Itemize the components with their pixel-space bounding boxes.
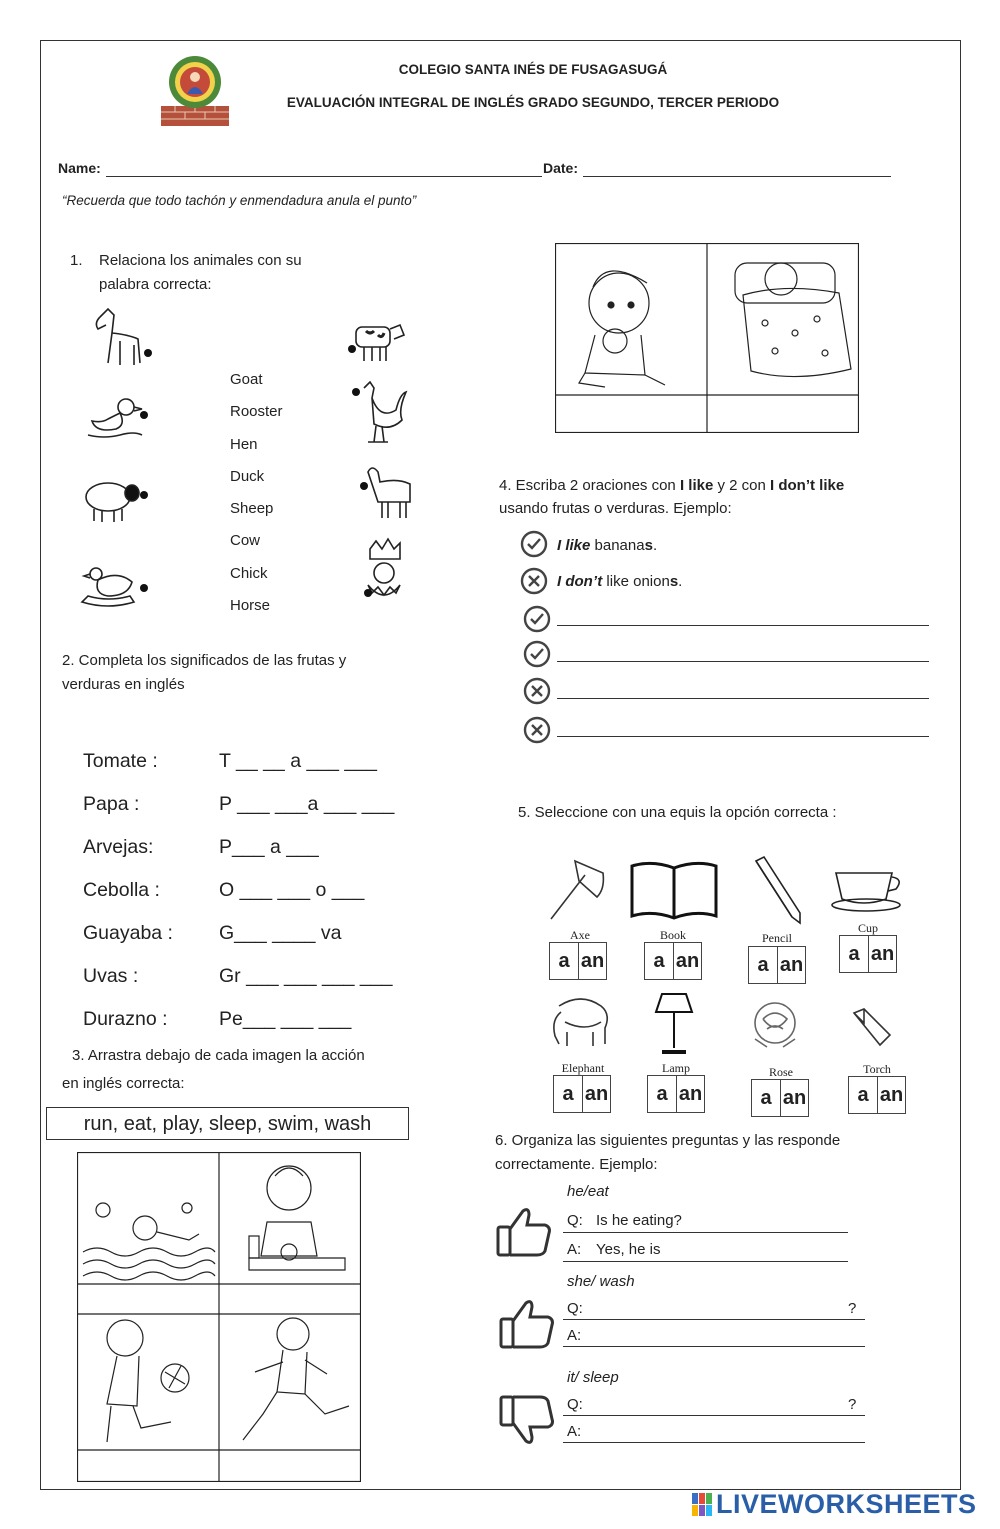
- label-axe: Axe: [570, 928, 590, 942]
- label-tomate: Tomate :: [83, 750, 158, 772]
- label-elephant: Elephant: [561, 1061, 605, 1075]
- dont-like-sentence-1[interactable]: [557, 677, 929, 699]
- word-cow: Cow: [230, 532, 261, 550]
- q1-a-text: Yes, he is: [596, 1241, 661, 1258]
- word-duck: Duck: [230, 467, 265, 485]
- q1-q-label: Q:: [567, 1212, 583, 1229]
- it-sleep-answer[interactable]: [563, 1423, 865, 1443]
- q3-q-label: Q:: [567, 1396, 583, 1413]
- q6-instruction: 6. Organiza las siguientes preguntas y las responde: [495, 1132, 841, 1149]
- elephant-a[interactable]: a: [562, 1083, 574, 1105]
- book-a[interactable]: a: [653, 950, 665, 972]
- rose-a[interactable]: a: [760, 1087, 772, 1109]
- example-dont-s: s: [669, 573, 679, 590]
- drop-zone-swim[interactable]: [78, 1285, 219, 1313]
- like-sentence-2[interactable]: [557, 640, 929, 662]
- it-sleep-question[interactable]: [563, 1396, 865, 1416]
- option-torch: [848, 1076, 906, 1114]
- axe-icon: [545, 855, 609, 925]
- school-name: COLEGIO SANTA INÉS DE FUSAGASUGÁ: [398, 62, 668, 77]
- dont-like-sentence-2[interactable]: [557, 715, 929, 737]
- pattern-tomate[interactable]: T __ __ a ___ ___: [219, 750, 377, 772]
- thumbs-down-icon: [498, 1393, 556, 1447]
- lamp-a[interactable]: a: [656, 1083, 668, 1105]
- like-sentence-1[interactable]: [557, 604, 929, 626]
- q2-instruction: 2. Completa los significados de las frutas y: [62, 652, 347, 669]
- pencil-an[interactable]: an: [777, 947, 805, 983]
- date-label: Date:: [543, 160, 579, 176]
- q2-instruction-2: verduras en inglés: [62, 676, 185, 693]
- q6-instruction-2: correctamente. Ejemplo:: [495, 1156, 658, 1173]
- torch-icon: [850, 1005, 894, 1049]
- example-dont-rest: like onion: [602, 573, 670, 590]
- option-cup: [839, 935, 897, 973]
- check-circle-icon: [520, 530, 548, 558]
- sheep-icon: [82, 475, 152, 525]
- torch-an[interactable]: an: [877, 1077, 905, 1113]
- q1-instruction-2: palabra correcta:: [99, 276, 212, 293]
- q1-a-label: A:: [567, 1241, 582, 1258]
- prompt-he-eat: he/eat: [567, 1183, 609, 1200]
- option-elephant: [553, 1075, 611, 1113]
- pattern-papa[interactable]: P ___ ___a ___ ___: [219, 793, 395, 815]
- cross-circle-icon: [523, 677, 551, 705]
- q2-q-mark: ?: [848, 1300, 857, 1317]
- torch-a[interactable]: a: [857, 1084, 869, 1106]
- horse-icon: [90, 305, 152, 375]
- prompt-she-wash: she/ wash: [567, 1273, 635, 1290]
- q4-text-c: y 2 con: [713, 477, 770, 494]
- lamp-icon: [654, 990, 694, 1056]
- label-lamp: Lamp: [662, 1061, 690, 1075]
- label-uvas: Uvas :: [83, 965, 139, 987]
- q4-instruction: [499, 477, 844, 494]
- q2-q-label: Q:: [567, 1300, 583, 1317]
- date-field[interactable]: [583, 160, 891, 177]
- thumbs-up-icon: [498, 1297, 556, 1351]
- q1-number: 1.: [70, 252, 83, 269]
- cow-icon: [346, 317, 406, 365]
- book-an[interactable]: an: [673, 943, 701, 979]
- she-wash-answer[interactable]: [563, 1327, 865, 1347]
- chick-icon: [360, 535, 406, 607]
- elephant-an[interactable]: an: [582, 1076, 610, 1112]
- check-circle-icon: [523, 605, 551, 633]
- name-label: Name:: [58, 160, 101, 176]
- rose-icon: [745, 995, 805, 1055]
- example-dont-bold: I don’t: [557, 573, 603, 590]
- option-lamp: [647, 1075, 705, 1113]
- label-arvejas: Arvejas:: [83, 836, 154, 858]
- book-icon: [628, 858, 720, 924]
- word-chick: Chick: [230, 564, 268, 582]
- word-hen: Hen: [230, 435, 258, 453]
- pattern-guayaba[interactable]: G___ ____ va: [219, 922, 342, 944]
- label-cup: Cup: [857, 921, 878, 935]
- q2-patterns: [219, 740, 394, 1041]
- word-horse: Horse: [230, 597, 271, 615]
- label-cebolla: Cebolla :: [83, 879, 160, 901]
- school-logo: [155, 52, 235, 128]
- pencil-a[interactable]: a: [757, 954, 769, 976]
- pattern-cebolla[interactable]: O ___ ___ o ___: [219, 879, 365, 901]
- cross-circle-icon: [520, 567, 548, 595]
- q2-a-label: A:: [567, 1327, 582, 1344]
- option-pencil: [748, 946, 806, 984]
- option-axe: [549, 942, 607, 980]
- prompt-it-sleep: it/ sleep: [567, 1369, 619, 1386]
- label-pencil: Pencil: [762, 931, 792, 945]
- label-papa: Papa :: [83, 793, 140, 815]
- q1-a-line: [563, 1241, 848, 1262]
- q4-text-d: I don’t like: [770, 477, 845, 494]
- pattern-durazno[interactable]: Pe___ ___ ___: [219, 1008, 352, 1030]
- duck-icon: [86, 395, 152, 445]
- pattern-arvejas[interactable]: P___ a ___: [219, 836, 319, 858]
- q1-word-list: [230, 364, 283, 622]
- example-like-bold: I like: [557, 537, 591, 554]
- example-like-rest: banana: [590, 537, 645, 554]
- option-rose: [751, 1079, 809, 1117]
- q2-labels: [83, 740, 173, 1041]
- drop-zone-eat[interactable]: [556, 396, 707, 432]
- check-circle-icon: [523, 640, 551, 668]
- liveworksheets-logo-icon: [692, 1493, 714, 1517]
- q4-text-b: I like: [679, 477, 714, 494]
- q3-a-label: A:: [567, 1423, 582, 1440]
- q3-instruction-2: en inglés correcta:: [62, 1075, 185, 1092]
- name-field[interactable]: [106, 160, 542, 177]
- label-guayaba: Guayaba :: [83, 922, 173, 944]
- example-like: [557, 537, 657, 554]
- pattern-uvas[interactable]: Gr ___ ___ ___ ___: [219, 965, 393, 987]
- word-goat: Goat: [230, 371, 263, 388]
- axe-an[interactable]: an: [578, 943, 606, 979]
- q3-instruction: 3. Arrastra debajo de cada imagen la acción: [72, 1047, 365, 1064]
- q1-instruction: Relaciona los animales con su: [99, 252, 302, 269]
- exam-title: EVALUACIÓN INTEGRAL DE INGLÉS GRADO SEGUNDO, TERCER PERIODO: [286, 95, 780, 110]
- elephant-icon: [545, 992, 615, 1052]
- q3-image-grid: [77, 1152, 361, 1482]
- label-torch: Torch: [863, 1062, 891, 1076]
- q4-text-a: 4. Escriba 2 oraciones con: [499, 477, 680, 494]
- label-rose: Rose: [769, 1065, 793, 1079]
- q4-instruction-2: usando frutas o verduras. Ejemplo:: [499, 500, 732, 517]
- example-like-s: s: [644, 537, 653, 554]
- goat-icon: [358, 462, 418, 522]
- thumbs-up-icon: [495, 1205, 553, 1259]
- cup-icon: [830, 865, 910, 915]
- cross-circle-icon: [523, 716, 551, 744]
- example-dont-dot: .: [678, 573, 683, 590]
- example-dont-like: [557, 573, 682, 590]
- cup-a[interactable]: a: [848, 943, 860, 965]
- pencil-icon: [750, 855, 806, 925]
- drop-zone-run[interactable]: [220, 1451, 360, 1481]
- drop-zone-play[interactable]: [78, 1451, 219, 1481]
- q3-q-mark: ?: [848, 1396, 857, 1413]
- q5-instruction: 5. Seleccione con una equis la opción correcta :: [518, 804, 837, 821]
- rooster-icon: [350, 380, 410, 446]
- label-durazno: Durazno :: [83, 1008, 168, 1030]
- example-like-dot: .: [652, 537, 658, 554]
- word-rooster: Rooster: [230, 403, 283, 421]
- option-book: [644, 942, 702, 980]
- lamp-an[interactable]: an: [676, 1076, 704, 1112]
- q1-q-line: [563, 1212, 848, 1233]
- brand-name: LIVEWORKSHEETS: [716, 1489, 977, 1519]
- cup-an[interactable]: an: [868, 936, 896, 972]
- q3-word-bank: run, eat, play, sleep, swim, wash: [46, 1107, 409, 1140]
- she-wash-question[interactable]: [563, 1300, 865, 1320]
- label-book: Book: [659, 928, 686, 942]
- note: “Recuerda que todo tachón y enmendadura anula el punto”: [62, 193, 417, 208]
- q1-q-text: Is he eating?: [596, 1212, 682, 1229]
- hen-icon: [78, 562, 150, 612]
- axe-a[interactable]: a: [558, 950, 570, 972]
- drop-zone-sleep[interactable]: [708, 396, 858, 432]
- rose-an[interactable]: an: [780, 1080, 808, 1116]
- word-sheep: Sheep: [230, 500, 274, 518]
- drop-zone-wash[interactable]: [220, 1285, 360, 1313]
